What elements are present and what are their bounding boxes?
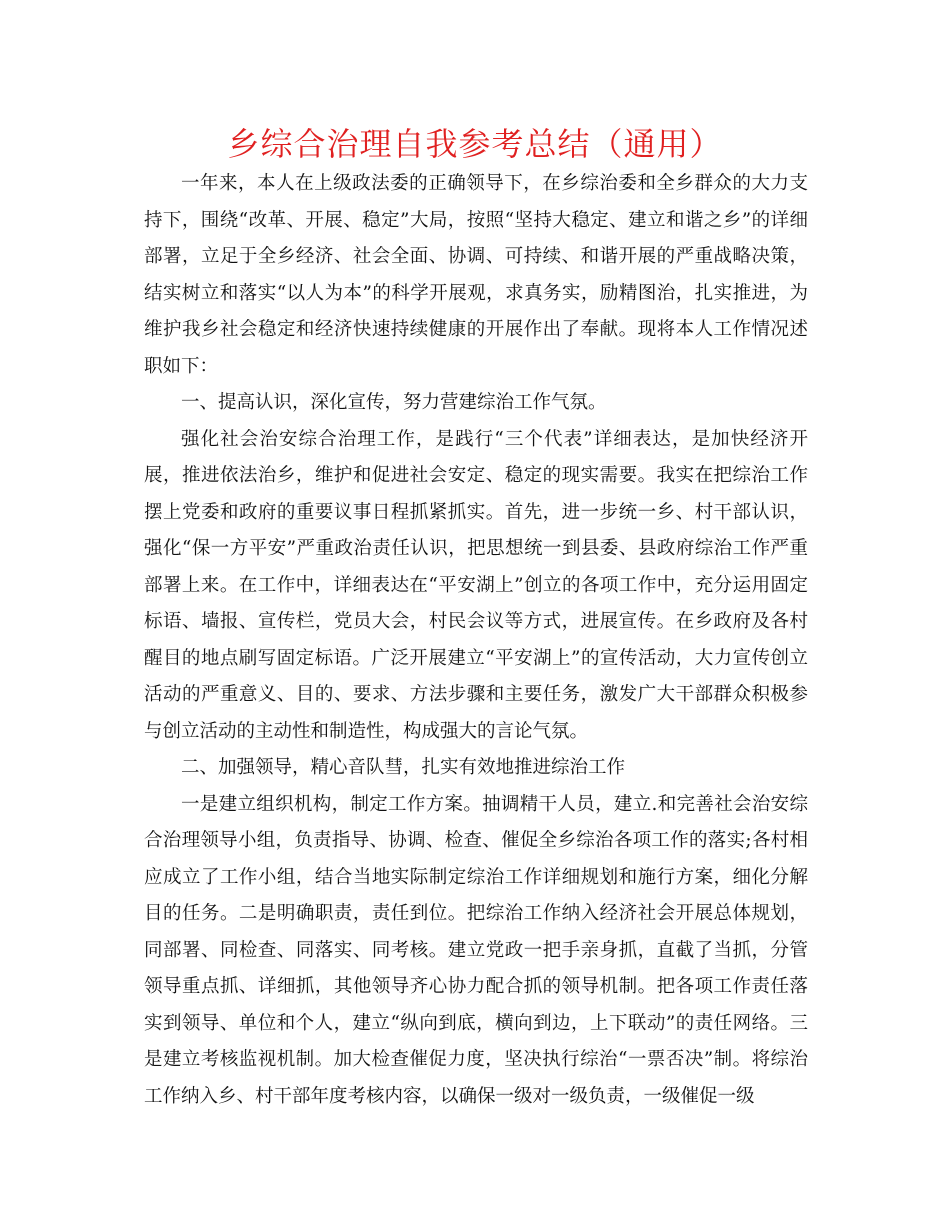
section-1-paragraph: 强化社会治安综合治理工作，是践行“三个代表”详细表达，是加快经济开展，推进依法治乡，维护和促进社会安定、稳定的现实需要。我实在把综治工作摆上党委和政府的重要议事日程抓紧抓实。首先，进一步统一乡、村干部认识，强化“保一方平安”严重政治责任认识，把思想统一到县委、县政府综治工作严重部署上来。在工作中，详细表达在“平安湖上”创立的各项工作中，充分运用固定标语、墙报、宣传栏，党员大会，村民会议等方式，进展宣传。在乡政府及各村醒目的地点刷写固定标语。广泛开展建立“平安湖上”的宣传活动，大力宣传创立活动的严重意义、目的、要求、方法步骤和主要任务，激发广大干部群众积极参与创立活动的主动性和制造性，构成强大的言论气氛。 (144, 428, 808, 742)
document-body (144, 166, 808, 1115)
section-heading-2: 二、加强领导，精心音队彗，扎实有效地推进综治工作 (181, 757, 626, 778)
document-title: 乡综合治理自我参考总结（通用） (227, 125, 723, 163)
section-2-paragraph: 一是建立组织机构，制定工作方案。抽调精干人员，建立.和完善社会治安综合治理领导小组，负责指导、协调、检查、催促全乡综治各项工作的落实;各村相应成立了工作小组，结合当地实际制定综治工作详细规划和施行方案，细化分解目的任务。二是明确职责，责任到位。把综治工作纳入经济社会开展总体规划，同部署、同检查、同落实、同考核。建立党政一把手亲身抓，直截了当抓，分管领导重点抓、详细抓，其他领导齐心协力配合抓的领导机制。把各项工作责任落实到领导、单位和个人，建立“纵向到底，横向到边，上下联动”的责任网络。三是建立考核监视机制。加大检查催促力度，坚决执行综治“一票否决”制。将综治工作纳入乡、村干部年度考核内容，以确保一级对一级负责，一级催促一级 (144, 793, 808, 1107)
intro-paragraph: 一年来，本人在上级政法委的正确领导下，在乡综治委和全乡群众的大力支持下，围绕“改革、开展、稳定”大局，按照“坚持大稳定、建立和谐之乡”的详细部署，立足于全乡经济、社会全面、协调、可持续、和谐开展的严重战略决策，结实树立和落实“以人为本”的科学开展观，求真务实，励精图治，扎实推进，为维护我乡社会稳定和经济快速持续健康的开展作出了奉献。现将本人工作情况述职如下： (144, 173, 808, 377)
section-heading-1: 一、提高认识，深化宣传，努力营建综治工作气氛。 (181, 392, 607, 413)
